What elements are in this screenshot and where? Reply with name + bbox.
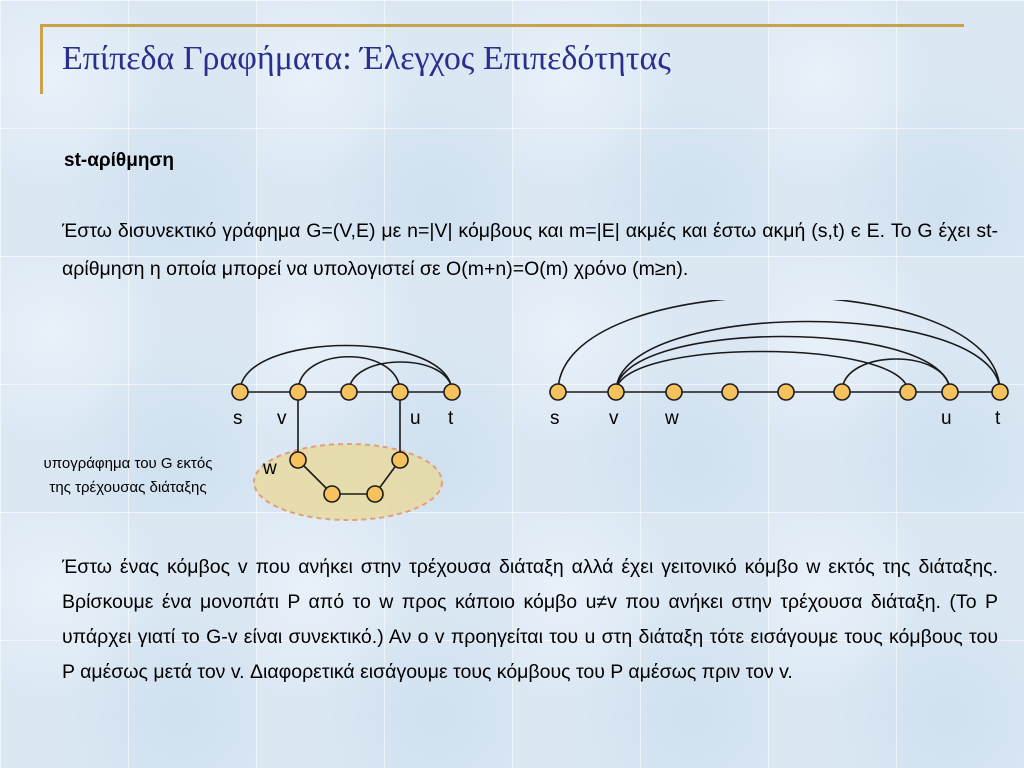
node-path-1 [722, 384, 738, 400]
node-s [232, 384, 248, 400]
node-t [992, 384, 1008, 400]
st-numbering-diagram [0, 300, 1024, 530]
slide-title: Επίπεδα Γραφήματα: Έλεγχος Επιπεδότητας [62, 40, 671, 77]
label-u: u [941, 408, 952, 429]
title-rule-vertical [40, 24, 43, 94]
edge-v-u [616, 337, 950, 393]
node-s [550, 384, 566, 400]
section-heading: st-αρίθμηση [64, 150, 175, 171]
label-s: s [550, 408, 560, 429]
node-path-2 [367, 486, 383, 502]
label-t: t [995, 408, 1001, 429]
node-v [290, 384, 306, 400]
node-path-3 [392, 452, 408, 468]
edge-mid-t [842, 359, 950, 392]
node-path-1 [324, 486, 340, 502]
label-s: s [233, 408, 243, 429]
paragraph-intro: Έστω δισυνεκτικό γράφημα G=(V,E) με n=|V| κόμβους και m=|E| ακμές και έστω ακμή (s,t) є E. Το G έχει st-αρίθμηση η οποία μπορεί να υπολογιστεί σε O(m+n)=O(m) χρόνο (m≥n). [62, 220, 998, 280]
right-diagram [550, 300, 1008, 429]
label-v: v [609, 408, 619, 429]
label-w: w [665, 408, 679, 429]
label-t: t [448, 408, 454, 429]
node-path-2 [778, 384, 794, 400]
node-path-3 [834, 384, 850, 400]
node-v [608, 384, 624, 400]
node-w [666, 384, 682, 400]
label-w: w [263, 458, 277, 479]
subgraph-note-line1: υπογράφημα του G εκτός [43, 455, 213, 472]
edge-s-t [558, 300, 1000, 392]
paragraph-procedure: Έστω ένας κόμβος v που ανήκει στην τρέχουσα διάταξη αλλά έχει γειτονικό κόμβο w εκτός της διάταξης. Βρίσκουμε ένα μονοπάτι P από το w προς κάποιο κόμβο u≠v που ανήκει στην τρέχουσα διάταξη. (Το P υπάρχει γιατί το G-v είναι συνεκτικό.) Αν ο v προηγείται του u στη διάταξη τότε εισάγουμε τους κόμβους του P αμέσως μετά τον v. Διαφορετικά εισάγουμε τους κόμβους του P αμέσως πριν τον v. [62, 556, 998, 683]
title-rule-horizontal [40, 24, 964, 27]
node-u [392, 384, 408, 400]
node-w [290, 452, 306, 468]
node-middle [900, 384, 916, 400]
left-diagram [44, 346, 460, 521]
node-u [942, 384, 958, 400]
label-u: u [410, 408, 421, 429]
node-t [444, 384, 460, 400]
edge-v-u-inner [616, 352, 908, 393]
edge-v-t [616, 322, 1000, 393]
label-v: v [277, 408, 287, 429]
node-middle [341, 384, 357, 400]
subgraph-note-line2: της τρέχουσας διάταξης [49, 479, 207, 496]
subgraph-region [254, 444, 442, 520]
